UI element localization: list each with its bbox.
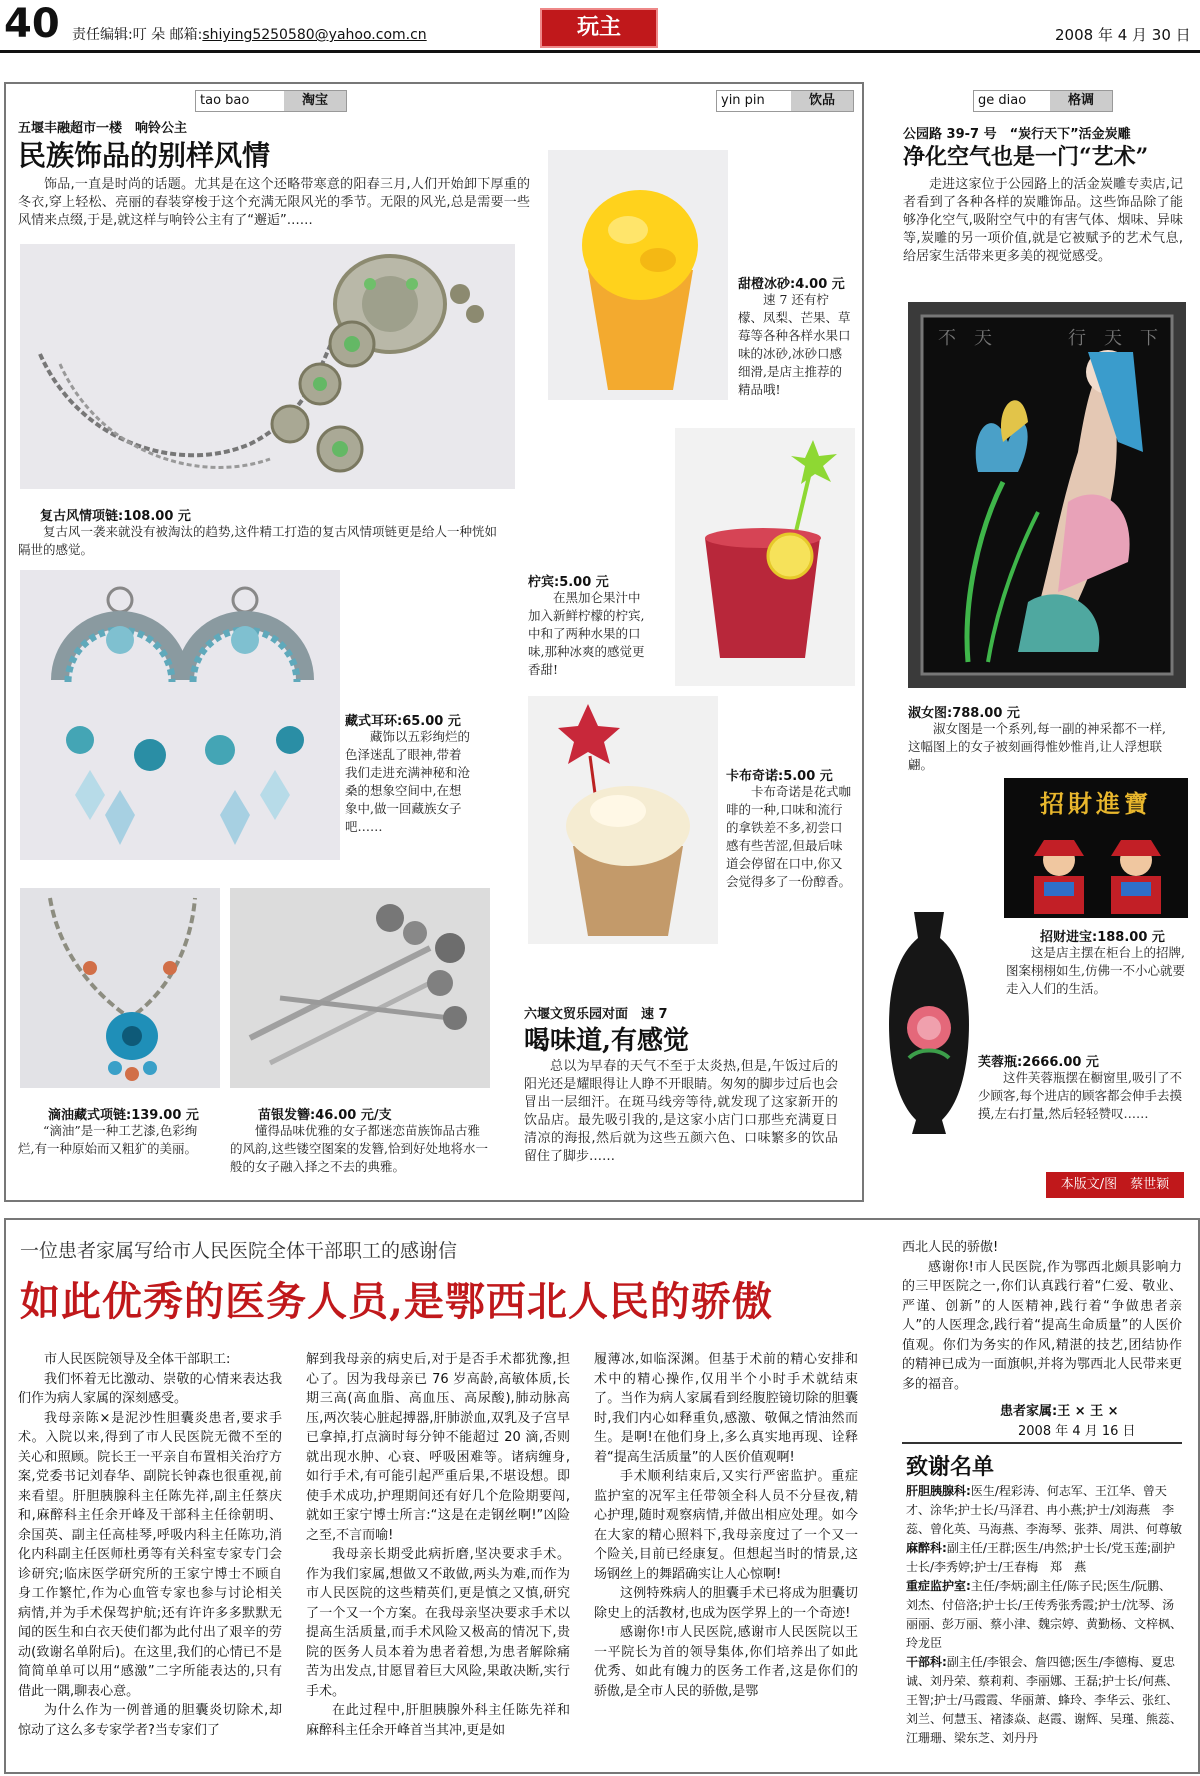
gediao-body: 走进这家位于公园路上的活金炭雕专卖店,记者看到了各种各样的炭雕饰品。这些饰品除了能够净化空气,吸附空气中的有害气体、烟味、异味等,炭雕的另一项价值,就是它被赋予的艺术气息,给居家生活带来更多美的视觉感受。 xyxy=(903,177,1183,264)
tag-chinese: 格调 xyxy=(1050,91,1112,111)
thanks-dept: 干部科: xyxy=(906,1655,947,1669)
thanks-names: 副主任/王群;医生/冉然;护士长/党玉莲;副护士长/李秀婷;护士/王春梅 郑 燕 xyxy=(906,1541,1176,1574)
painting-text-left: 不 天 xyxy=(938,328,992,349)
photo-silver-hairpins xyxy=(230,888,490,1088)
masthead-rule xyxy=(0,50,1200,53)
letter-paragraph: 我母亲长期受此病折磨,坚决要求手术。作为我们家属,想做又不敢做,两头为难,而作为市人民医院的这些精英们,更是慎之又慎,研究了一个又一个方案。在我母亲坚决要求手术以提高生活质量,而手术风险又极高的情况下,贵院的医务人员本着为患者着想,为患者解除痛苦为出发点,甘愿冒着巨大风险,果敢决断,实行手术。 xyxy=(306,1547,570,1699)
photo-lady-painting xyxy=(908,302,1186,688)
issue-date: 2008 年 4 月 30 日 xyxy=(1055,26,1191,44)
thanks-entry xyxy=(906,1653,1182,1748)
gediao-item-3-title: 芙蓉瓶:2666.00 元 xyxy=(978,1055,1099,1070)
letter-col-2 xyxy=(306,1350,570,1740)
yinpin-body: 总以为早春的天气不至于太炎热,但是,午饭过后的阳光还是耀眼得让人睁不开眼睛。匆匆的脚步过后也会冒出一层细汗。在斑马线旁等待,就发现了这家新开的饮品店。最先吸引我的,是这家小店门口那些充满夏日清凉的海报,然后就为这些五颜六色、口味繁多的饮品留住了脚步…… xyxy=(524,1059,838,1164)
photo-enamel-necklace xyxy=(20,888,220,1088)
gediao-item-1-desc: 淑女图是一个系列,每一副的神采都不一样,这幅图上的女子被刻画得惟妙惟肖,让人浮想联翩。 xyxy=(908,721,1166,772)
painting-text-right: 行 天 下 xyxy=(1068,328,1158,349)
gediao-item-2-title: 招财进宝:188.00 元 xyxy=(1040,930,1165,945)
letter-sign-date: 2008 年 4 月 16 日 xyxy=(1018,1424,1136,1439)
photo-orange-slush xyxy=(548,150,728,400)
thanks-rule xyxy=(902,1442,1182,1444)
letter-col-3 xyxy=(594,1350,858,1701)
tag-pinyin: tao bao xyxy=(200,93,250,108)
yinpin-kicker: 六堰文贸乐园对面 速 7 xyxy=(524,1007,668,1022)
letter-paragraph: 解到我母亲的病史后,对于是否手术都犹豫,担心了。因为我母亲已 76 岁高龄,高敏体质,长期三高(高血脂、高血压、高尿酸),肺动脉高压,两次装心脏起搏器,肝肺淤血,双乳及子宫早已拿掉,打点滴时每分钟不能超过 20 滴,否则就出现水肿、心衰、呼吸困难等。诸病缠身,如行手术,有可能引起严重后果,不堪设想。即使手术成功,护理期间还有好几个危险期要闯,就如王家宁博士所言:“这是在走钢丝啊!”凶险之至,不言而喻! xyxy=(306,1352,570,1543)
taobao-item-4-title: 苗银发簪:46.00 元/支 xyxy=(258,1108,392,1123)
yinpin-item-2-desc: 在黑加仑果汁中加入新鲜柠檬的柠宾,中和了两种水果的口味,那种冰爽的感觉更香甜! xyxy=(528,590,645,677)
letter-headline: 如此优秀的医务人员,是鄂西北人民的骄傲 xyxy=(20,1278,773,1325)
thanks-names: 主任/李炳;副主任/陈子民;医生/阮鹏、刘杰、付倍洛;护士长/王传秀张秀霞;护士/沈琴、汤丽丽、彭万丽、蔡小津、魏宗婷、黄勤杨、文梓枫、玲龙臣 xyxy=(906,1579,1183,1650)
letter-paragraph: 我母亲陈×是泥沙性胆囊炎患者,要求手术。入院以来,得到了市人民医院无微不至的关心和照顾。院长王一平亲自布置相关治疗方案,党委书记刘春华、副院长钟森也很重视,前来看望。肝胆胰腺科主任陈先祥,副主任蔡庆和,麻醉科主任余开峰及干部科主任徐朝明、余国英、副主任高桂琴,呼吸内科主任陈功,消化内科副主任医师杜勇等有关科室专家专门会诊研究;临床医学研究所的王家宁博士不顾自身工作繁忙,作为心血管专家也参与讨论相关病情,并为手术保驾护航;还有许许多多默默无闻的医生和白衣天使们都为此付出了艰辛的劳动(致谢名单附后)。在这里,我们的心情已不是简简单单可以用“感激”二字所能表达的,只有借此一隅,聊表心意。 xyxy=(18,1410,282,1699)
letter-col-3-text xyxy=(594,1350,858,1701)
tag-taobao xyxy=(195,90,347,112)
gediao-item-3-desc: 这件芙蓉瓶摆在橱窗里,吸引了不少顾客,每个进店的顾客都会伸手去摸摸,左右打量,然后轻轻赞叹…… xyxy=(978,1070,1182,1121)
yinpin-item-3-title: 卡布奇诺:5.00 元 xyxy=(726,769,833,784)
tag-yinpin xyxy=(716,90,854,112)
yinpin-item-1-title: 甜橙冰砂:4.00 元 xyxy=(738,277,845,292)
taobao-item-2-title: 藏式耳环:65.00 元 xyxy=(345,714,461,729)
letter-paragraph: 手术顺利结束后,又实行严密监护。重症监护室的况军主任带领全科人员不分昼夜,精心护理,随时观察病情,并做出相应处理。如今在大家的精心照料下,我母亲度过了一个又一个险关,目前已经康复。但想起当时的情景,这场钢丝上的舞蹈确实让人心惊啊! xyxy=(594,1469,858,1582)
letter-paragraph: 感谢你!市人民医院,作为鄂西北颇具影响力的三甲医院之一,你们认真践行着“仁爱、敬业、严谨、创新”的人医精神,践行着“争做患者亲人”的人医理念,践行着“提高生命质量”的人医价值观。你们为务实的作风,精湛的技艺,团结协作的精神已成为一面旗帜,并将为鄂西北人民带来更多的福音。 xyxy=(902,1259,1182,1392)
thanks-entry xyxy=(906,1539,1182,1577)
letter-paragraph: 这例特殊病人的胆囊手术已将成为胆囊切除史上的活教材,也成为医学界上的一个奇迹! xyxy=(594,1586,858,1621)
letter-paragraph: 我们怀着无比激动、崇敬的心情来表达我们作为病人家属的深刻感受。 xyxy=(18,1371,282,1406)
thanks-dept: 麻醉科: xyxy=(906,1541,947,1555)
thanks-title: 致谢名单 xyxy=(906,1454,995,1480)
page-number: 40 xyxy=(4,1,60,47)
yinpin-item-3-desc: 卡布奇诺是花式咖啡的一种,口味和流行的拿铁差不多,初尝口感有些苦涩,但最后味道会停留在口中,你又会觉得多了一份醇香。 xyxy=(726,784,852,889)
yinpin-item-1-desc: 速 7 还有柠檬、凤梨、芒果、草莓等各种各样水果口味的冰砂,冰砂口感细滑,是店主推荐的精品哦! xyxy=(738,292,851,397)
letter-col-2-text xyxy=(306,1350,570,1740)
thanks-dept: 重症监护室: xyxy=(906,1579,971,1593)
taobao-kicker: 五堰丰融超市一楼 响铃公主 xyxy=(18,121,188,136)
photo-lemon-drink xyxy=(675,428,855,686)
photo-zhaocai-carving xyxy=(1004,778,1188,918)
letter-paragraph: 履薄冰,如临深渊。但基于术前的精心安排和术中的精心操作,仅用半个小时手术就结束了。当作为病人家属看到经腹腔镜切除的胆囊时,我们内心如释重负,感激、敬佩之情油然而生。是啊!在他们身上,多么真实地再现、诠释着“提高生活质量”的人医价值观啊! xyxy=(594,1352,858,1465)
taobao-item-4-desc: 懂得品味优雅的女子都迷恋苗族饰品古雅的风韵,这些镂空图案的发簪,恰到好处地将水一般的女子融入择之不去的典雅。 xyxy=(230,1123,488,1174)
letter-paragraph: 西北人民的骄傲! xyxy=(902,1240,999,1255)
letter-paragraph: 市人民医院领导及全体干部职工: xyxy=(44,1352,231,1367)
yinpin-headline: 喝味道,有感觉 xyxy=(524,1026,690,1056)
gediao-kicker: 公园路 39-7 号 “炭行天下”活金炭雕 xyxy=(903,127,1131,142)
editor-line xyxy=(72,24,427,44)
yinpin-item-2-title: 柠宾:5.00 元 xyxy=(528,575,609,590)
letter-col-1-text xyxy=(18,1350,282,1740)
taobao-item-1-desc: 复古风一袭来就没有被淘汰的趋势,这件精工打造的复古风情项链更是给人一种恍如隔世的感觉。 xyxy=(18,524,497,557)
letter-kicker: 一位患者家属写给市人民医院全体干部职工的感谢信 xyxy=(20,1240,458,1262)
tag-gediao xyxy=(973,90,1113,112)
letter-paragraph: 为什么作为一例普通的胆囊炎切除术,却惊动了这么多专家学者?当专家们了 xyxy=(18,1703,282,1738)
thanks-entry xyxy=(906,1577,1182,1653)
tag-pinyin: yin pin xyxy=(721,93,765,108)
thanks-names: 副主任/李银会、詹四德;医生/李德梅、夏忠诚、刘丹荣、蔡莉莉、李丽娜、王磊;护士长/何燕、王智;护士/马霞霞、华丽萧、蜂玲、李华云、张红、刘兰、何慧玉、褚漆焱、赵霞、谢辉、吴瑾、熊蕊、江珊珊、梁东芝、刘丹丹 xyxy=(906,1655,1183,1745)
thanks-dept: 肝胆胰腺科: xyxy=(906,1484,971,1498)
thanks-names: 医生/程彩涛、何志军、王江华、曾天才、涂华;护士长/马泽君、冉小燕;护士/刘海燕 李蕊、曾化英、马海燕、李海琴、张莽、周洪、何尊敏 xyxy=(906,1484,1183,1536)
gediao-item-1-title: 淑女图:788.00 元 xyxy=(908,706,1020,721)
letter-paragraph: 在此过程中,肝胆胰腺外科主任陈先祥和麻醉科主任余开峰首当其冲,更是如 xyxy=(306,1703,570,1738)
gediao-item-2-desc: 这是店主摆在柜台上的招牌,图案栩栩如生,仿佛一不小心就要走入人们的生活。 xyxy=(1006,945,1185,996)
editor-label: 责任编辑:叮 朵 邮箱: xyxy=(72,27,203,43)
tag-pinyin: ge diao xyxy=(978,93,1027,108)
photo-cappuccino xyxy=(528,696,718,944)
photo-retro-necklace xyxy=(20,244,515,489)
taobao-item-3-title: 滴油藏式项链:139.00 元 xyxy=(48,1108,199,1123)
photo-credit: 本版文/图 蔡世颖 xyxy=(1046,1172,1184,1198)
section-badge: 玩主 xyxy=(540,8,658,48)
taobao-item-3-desc: “滴油”是一种工艺漆,色彩绚烂,有一种原始而又粗犷的美丽。 xyxy=(18,1123,198,1156)
photo-tibetan-earrings xyxy=(20,570,340,860)
thanks-list xyxy=(906,1482,1182,1748)
tag-chinese: 淘宝 xyxy=(284,91,346,111)
letter-col-1 xyxy=(18,1350,282,1740)
taobao-headline: 民族饰品的别样风情 xyxy=(18,139,271,172)
thanks-entry xyxy=(906,1482,1182,1539)
tag-chinese: 饮品 xyxy=(791,91,853,111)
taobao-item-1-title: 复古风情项链:108.00 元 xyxy=(40,509,191,524)
letter-col-4-text xyxy=(902,1238,1182,1394)
letter-paragraph: 感谢你!市人民医院,感谢市人民医院以王一平院长为首的领导集体,你们培养出了如此优秀、如此有魄力的医务工作者,这是你们的骄傲,是全市人民的骄傲,是鄂 xyxy=(594,1625,858,1699)
editor-email[interactable]: shiying5250580@yahoo.com.cn xyxy=(202,27,427,43)
letter-signature: 患者家属:王 × 王 × xyxy=(1000,1404,1119,1419)
photo-hibiscus-vase xyxy=(884,908,974,1146)
letter-col-4 xyxy=(902,1238,1182,1394)
zhaocai-text: 招財進寶 xyxy=(1040,789,1152,818)
taobao-intro: 饰品,一直是时尚的话题。尤其是在这个还略带寒意的阳春三月,人们开始卸下厚重的冬衣,穿上轻松、亮丽的春装穿梭于这个充满无限风光的季节。无限的风光,总是需要一些风情来点缀,于是,就这样与响铃公主有了“邂逅”…… xyxy=(18,177,530,228)
gediao-headline: 净化空气也是一门“艺术” xyxy=(903,144,1149,170)
taobao-item-2-desc: 藏饰以五彩绚烂的色泽迷乱了眼神,带着我们走进充满神秘和沧桑的想象空间中,在想象中,做一回藏族女子吧…… xyxy=(345,729,471,834)
